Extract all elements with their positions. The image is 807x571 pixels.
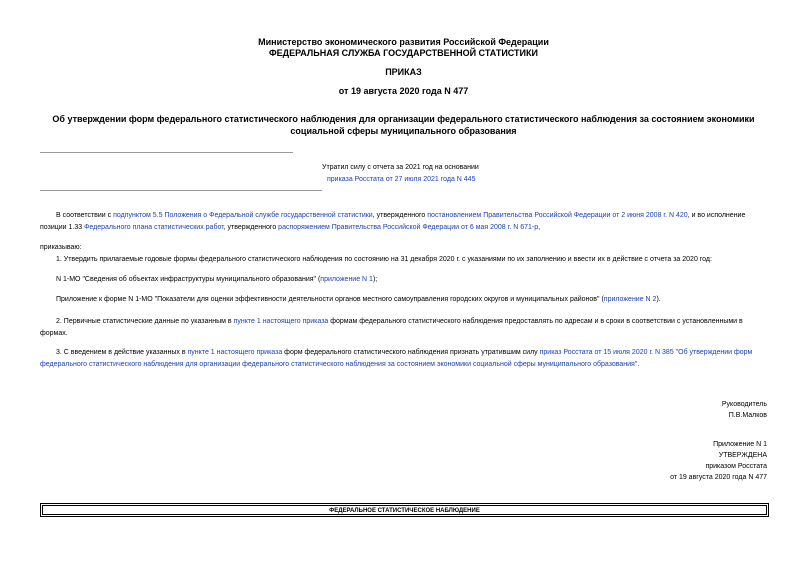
form-header-box [40,503,769,517]
document-title-line-2: социальной сферы муниципального образования [290,126,517,136]
item-text: формам федерального статистического наблюдения предоставлять по адресам и в сроки в соответствии с установленными в формах. [40,318,743,337]
appendix-header [670,439,767,483]
order-item-1: 1. Утвердить прилагаемые годовые формы федерального статистического наблюдения по состоянию на 31 декабря 2020 г. с указаниями по их заполнению и ввести их в действие с отчета за 2020 год: [56,256,712,263]
item-text: 2. Первичные статистические данные по указанным в [56,318,234,325]
item-text: . [637,361,640,368]
document-date-number: от 19 августа 2020 года N 477 [338,86,469,96]
status-note-text: Утратил силу с отчета за 2021 год на основании [322,164,479,171]
form-item-1 [56,274,768,286]
preamble-link-plan[interactable]: Федерального плана статистических работ [84,224,224,231]
appendix-1-link[interactable]: приложение N 1 [320,276,373,283]
form-item-text: ). [656,296,661,303]
repealed-order-title-link[interactable]: "Об утверждении форм федерального статистического наблюдения для организации федерального статистического наблюдения за состоянием экономики социальной сферы муниципального образования" [40,349,753,368]
preamble-link-regulation[interactable]: подпунктом 5.5 Положения о Федеральной службе государственной статистики [113,212,373,219]
ministry-name: Министерство экономического развития Российской Федерации [258,37,549,47]
status-note-link[interactable]: приказа Росстата от 27 июля 2021 года N 445 [327,176,476,183]
order-item-3 [40,347,768,371]
appendix-date: от 19 августа 2020 года N 477 [670,474,767,481]
document-title [40,113,767,137]
appendix-label: Приложение N 1 [713,441,767,448]
signatory-role: Руководитель [721,401,767,408]
item-text: форм федерального статистического наблюдения признать утратившим силу [282,349,540,356]
appendix-approved-by: приказом Росстата [705,463,767,470]
item-text: 3. С введением в действие указанных в [56,349,188,356]
order-item-2 [40,316,768,340]
preamble-text: , [538,224,541,231]
item-1-link[interactable]: пункте 1 настоящего приказа [233,318,329,325]
status-note [322,162,479,186]
signatory-name: П.В.Малков [728,412,767,419]
preamble-paragraph [40,210,768,234]
document-type: ПРИКАЗ [385,67,422,77]
preamble-text: , утвержденного [223,224,279,231]
preamble-text: , утвержденного [372,212,428,219]
form-item-text: Приложение к форме N 1-МО "Показатели для оценки эффективности деятельности органов местного самоуправления городских округов и муниципальных районов" ( [56,296,604,303]
form-item-text: ); [372,276,378,283]
preamble-text: В соответствии с [56,212,114,219]
form-item-2 [56,294,768,306]
document-title-line-1: Об утверждении форм федерального статистического наблюдения для организации федерального статистического наблюдения за состоянием экономики [52,114,755,124]
preamble-link-decree[interactable]: постановлением Правительства Российской Федерации от 2 июня 2008 г. N 420 [427,212,688,219]
repealed-order-link[interactable]: приказ Росстата от 15 июля 2020 г. N 385 [539,349,674,356]
order-word: приказываю: [40,244,82,251]
separator-line [40,190,322,191]
preamble-text: , и во исполнение позиции 1.33 [40,212,746,231]
preamble-link-order[interactable]: распоряжением Правительства Российской Федерации от 6 мая 2008 г. N 671-р [278,224,539,231]
separator-line [40,152,293,153]
form-item-text: N 1-МО "Сведения об объектах инфраструктуры муниципального образования" ( [56,276,321,283]
form-header-label: ФЕДЕРАЛЬНОЕ СТАТИСТИЧЕСКОЕ НАБЛЮДЕНИЕ [42,505,767,515]
appendix-2-link[interactable]: приложение N 2 [603,296,657,303]
item-1-link[interactable]: пункте 1 настоящего приказа [187,349,283,356]
appendix-approved: УТВЕРЖДЕНА [718,452,767,459]
service-name: ФЕДЕРАЛЬНАЯ СЛУЖБА ГОСУДАРСТВЕННОЙ СТАТИСТИКИ [269,48,538,58]
signature-block [722,399,767,421]
